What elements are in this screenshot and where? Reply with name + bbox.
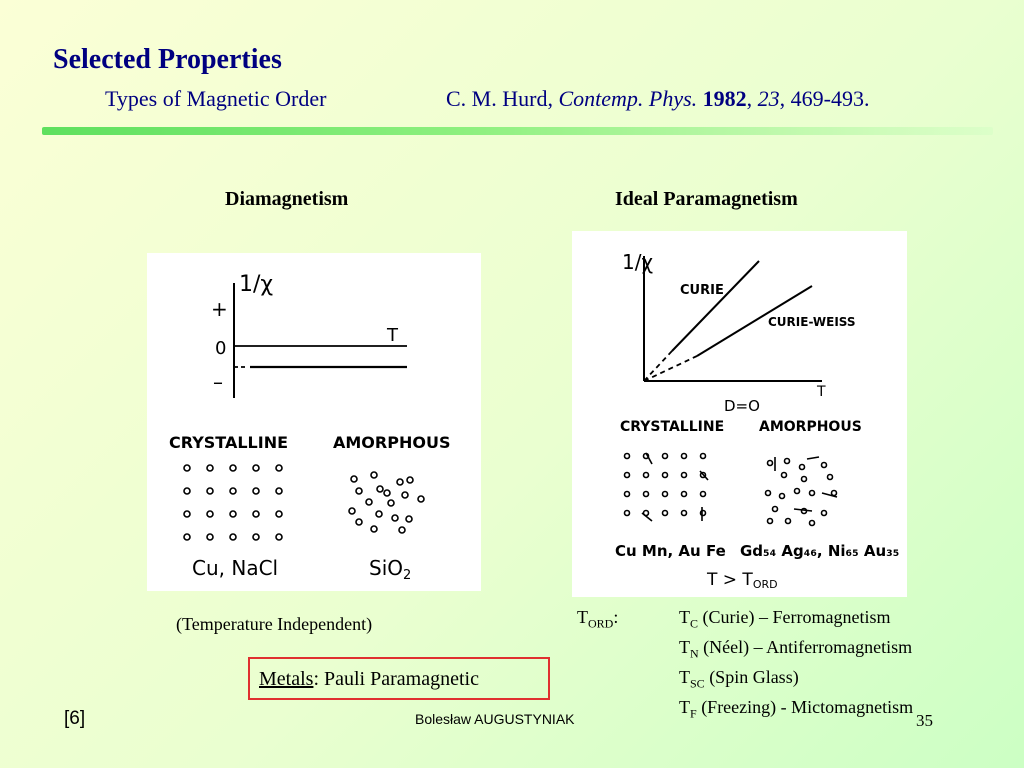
atom — [276, 488, 282, 494]
spin-arrows — [642, 453, 837, 521]
slide-subtitle: Types of Magnetic Order — [105, 86, 327, 111]
atom — [682, 473, 687, 478]
citation: C. M. Hurd, Contemp. Phys. 1982, 23, 469-493. — [446, 86, 870, 111]
atom — [832, 491, 837, 496]
diamagnetism-figure — [147, 253, 481, 591]
tord-label: $T_{ORD}$: — [577, 607, 619, 631]
atom — [701, 454, 706, 459]
atom — [802, 477, 807, 482]
atom — [768, 519, 773, 524]
atom — [780, 494, 785, 499]
metals-label: Metals — [259, 668, 314, 690]
atom — [230, 465, 236, 471]
atom — [682, 492, 687, 497]
citation-journal: Contemp. Phys. — [558, 86, 698, 111]
dia-amorph-example: SiO$_2$ — [369, 556, 412, 583]
atom — [207, 488, 213, 494]
atom — [366, 499, 372, 505]
citation-year: 1982 — [702, 86, 747, 111]
tord-item-freezing: $T_F$ (Freezing) - Mictomagnetism — [679, 697, 914, 721]
atom — [207, 465, 213, 471]
ordering-temperatures — [577, 606, 913, 726]
atom — [785, 459, 790, 464]
atom — [644, 473, 649, 478]
diamagnetism-drawing — [147, 253, 481, 591]
atom — [663, 454, 668, 459]
footer-author: Bolesław AUGUSTYNIAK — [415, 711, 575, 727]
atom — [388, 500, 394, 506]
para-crystal-example: Cu Mn, Au Fe — [615, 542, 726, 560]
dia-zero-label: 0 — [215, 338, 227, 359]
atom — [399, 527, 405, 533]
curie-weiss-label: CURIE-WEISS — [768, 315, 856, 329]
atom — [207, 511, 213, 517]
atom — [625, 492, 630, 497]
dia-crystal-example: Cu, NaCl — [192, 556, 279, 580]
atom — [184, 511, 190, 517]
para-d-label: D=O — [724, 397, 760, 415]
curie-line — [672, 261, 759, 351]
atom — [253, 534, 259, 540]
atom — [625, 473, 630, 478]
curie-dashed — [644, 351, 672, 381]
dia-x-axis-label: T — [387, 325, 398, 346]
atom — [207, 534, 213, 540]
atom — [253, 465, 259, 471]
para-crystal-lattice — [625, 454, 706, 516]
paramagnetism-heading: Ideal Paramagnetism — [615, 188, 798, 210]
atom — [230, 511, 236, 517]
atom — [356, 519, 362, 525]
tord-item-spin-glass: $T_{SC}$ (Spin Glass) — [679, 667, 799, 691]
atom — [795, 489, 800, 494]
para-x-axis-label: T — [817, 384, 826, 400]
para-crystalline-label: CRYSTALLINE — [620, 419, 725, 435]
curie-label: CURIE — [680, 283, 724, 298]
dia-plus-label: + — [211, 297, 228, 321]
citation-pages: , 469-493. — [779, 86, 870, 111]
atom — [663, 473, 668, 478]
para-condition: T > TORD — [707, 570, 778, 591]
dia-amorphous-atoms — [349, 472, 424, 533]
atom — [766, 491, 771, 496]
metals-box — [248, 657, 550, 700]
atom — [384, 490, 390, 496]
atom — [810, 521, 815, 526]
atom — [625, 511, 630, 516]
atom — [184, 465, 190, 471]
atom — [351, 476, 357, 482]
atom — [810, 491, 815, 496]
atom — [349, 508, 355, 514]
dia-crystal-lattice — [184, 465, 282, 540]
atom — [663, 492, 668, 497]
dia-y-axis-label: 1/χ — [239, 272, 274, 297]
atom — [376, 511, 382, 517]
atom — [377, 486, 383, 492]
para-amorphous-atoms — [766, 459, 837, 526]
slide-title: Selected Properties — [53, 44, 282, 75]
para-amorph-example: Gd₅₄ Ag₄₆, Ni₆₅ Au₃₅ — [740, 542, 900, 560]
atom — [644, 492, 649, 497]
reference-number: [6] — [64, 708, 86, 729]
tord-item-neel: $T_N$ (Néel) – Antiferromagnetism — [679, 637, 913, 661]
atom — [773, 507, 778, 512]
atom — [418, 496, 424, 502]
diamagnetism-heading: Diamagnetism — [225, 188, 349, 210]
metals-text: : Pauli Paramagnetic — [313, 668, 479, 690]
atom — [253, 488, 259, 494]
atom — [768, 461, 773, 466]
dia-minus-label: – — [213, 370, 223, 394]
atom — [230, 534, 236, 540]
atom — [397, 479, 403, 485]
paramagnetism-figure — [572, 231, 907, 597]
atom — [184, 534, 190, 540]
dia-crystalline-label: CRYSTALLINE — [169, 433, 289, 452]
atom — [392, 515, 398, 521]
atom — [253, 511, 259, 517]
para-amorphous-label: AMORPHOUS — [759, 419, 862, 435]
atom — [276, 465, 282, 471]
atom — [822, 463, 827, 468]
atom — [800, 465, 805, 470]
atom — [782, 473, 787, 478]
atom — [682, 511, 687, 516]
atom — [276, 534, 282, 540]
atom — [356, 488, 362, 494]
citation-volume: 23 — [757, 86, 780, 111]
atom — [276, 511, 282, 517]
page-number: 35 — [916, 711, 933, 730]
para-y-axis-label: 1/χ — [622, 250, 654, 274]
curie-weiss-dashed — [644, 356, 697, 381]
atom — [402, 492, 408, 498]
atom — [822, 511, 827, 516]
atom — [184, 488, 190, 494]
atom — [682, 454, 687, 459]
paramagnetism-drawing — [572, 231, 907, 597]
citation-authors: C. M. Hurd, — [446, 86, 559, 111]
title-divider — [42, 127, 993, 135]
tord-row-0 — [577, 606, 913, 636]
atom — [786, 519, 791, 524]
tord-item-curie: $T_C$ (Curie) – Ferromagnetism — [679, 607, 891, 631]
atom — [625, 454, 630, 459]
atom — [371, 472, 377, 478]
atom — [371, 526, 377, 532]
atom — [701, 492, 706, 497]
atom — [406, 516, 412, 522]
atom — [663, 511, 668, 516]
atom — [407, 477, 413, 483]
atom — [230, 488, 236, 494]
dia-amorphous-label: AMORPHOUS — [333, 433, 451, 452]
temperature-independent-note: (Temperature Independent) — [176, 614, 373, 634]
atom — [828, 475, 833, 480]
